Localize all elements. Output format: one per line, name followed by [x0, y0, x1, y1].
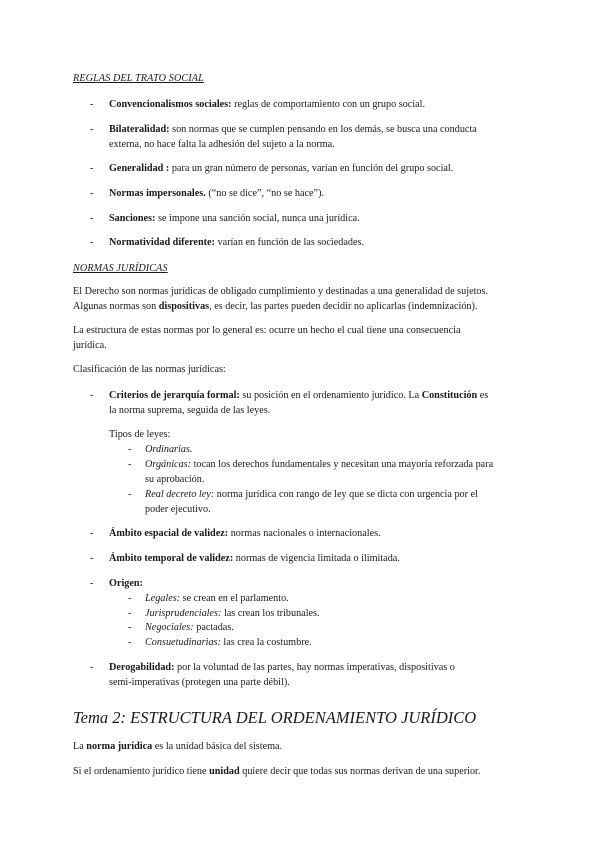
bullet: - — [128, 608, 132, 619]
item-term: Ordinarias. — [145, 444, 193, 455]
bullet: - — [90, 578, 94, 589]
item-text: las crea la costumbre. — [220, 637, 312, 648]
sub-list-item — [145, 457, 493, 472]
list-item — [109, 235, 364, 250]
item-term: Normatividad diferente: — [109, 237, 215, 248]
list-item — [109, 388, 488, 403]
bullet: - — [128, 444, 132, 455]
item-text: tocan los derechos fundamentales y necesitan una mayoría reforzada para — [191, 459, 494, 470]
bold-term: norma jurídica — [86, 741, 153, 752]
text-run: La — [73, 741, 87, 752]
item-text: pactadas. — [193, 622, 234, 633]
bullet: - — [90, 390, 94, 401]
item-text: por la voluntad de las partes, hay normas imperativas, dispositivas o — [174, 662, 455, 673]
item-term: Normas impersonales. — [109, 188, 206, 199]
paragraph — [73, 739, 282, 754]
bold-term: unidad — [209, 766, 240, 777]
item-term: Derogabilidad: — [109, 662, 175, 673]
bullet: - — [90, 528, 94, 539]
bullet: - — [128, 622, 132, 633]
list-item — [109, 660, 455, 675]
list-item-continuation: la norma suprema, seguida de las leyes. — [109, 405, 271, 416]
item-term: Legales: — [145, 593, 181, 604]
paragraph: El Derecho son normas jurídicas de obligado cumplimiento y destinadas a una generalidad de sujetos. — [73, 286, 489, 297]
bold-term: dispositivas — [158, 301, 210, 312]
bullet: - — [128, 459, 132, 470]
item-term: Jurisprudenciales: — [145, 608, 222, 619]
bullet: - — [128, 489, 132, 500]
item-text: normas de vigencia limitada o ilimitada. — [233, 553, 400, 564]
item-text: se crean en el parlamento. — [180, 593, 289, 604]
sub-label: Tipos de leyes: — [109, 429, 171, 440]
item-text: son normas que se cumplen pensando en los demás, se busca una conducta — [169, 124, 477, 135]
bullet: - — [90, 553, 94, 564]
item-term: Sanciones: — [109, 213, 156, 224]
sub-list-item — [145, 591, 289, 606]
text-run: su posición en el ordenamiento jurídico. La — [239, 390, 422, 401]
item-text: las crean los tribunales. — [221, 608, 320, 619]
sub-list-item — [145, 620, 234, 635]
item-text: norma jurídica con rango de ley que se dicta con urgencia por el — [214, 489, 478, 500]
bullet: - — [90, 99, 94, 110]
item-text: varían en función de las sociedades. — [214, 237, 364, 248]
item-term: Convencionalismos sociales: — [109, 99, 232, 110]
sub-list-item — [145, 606, 320, 621]
text-run: Si el ordenamiento jurídico tiene — [73, 766, 210, 777]
bullet: - — [90, 662, 94, 673]
item-text: para un gran número de personas, varían en función del grupo social. — [169, 163, 454, 174]
item-term: Origen: — [109, 578, 143, 589]
bullet: - — [90, 213, 94, 224]
item-term: Criterios de jerarquía formal: — [109, 390, 240, 401]
list-item — [109, 551, 400, 566]
list-item-continuation: semi-imperativas (protegen una parte débil). — [109, 677, 290, 688]
item-term: Bilateralidad: — [109, 124, 170, 135]
list-item — [109, 211, 360, 226]
item-text: se impone una sanción social, nunca una jurídica. — [155, 213, 360, 224]
paragraph: jurídica. — [73, 340, 107, 351]
bullet: - — [128, 637, 132, 648]
item-term: Orgánicas: — [145, 459, 192, 470]
item-term: Ámbito espacial de validez: — [109, 528, 229, 539]
list-item — [109, 526, 381, 541]
list-item-continuation: externa, no hace falta la adhesión del sujeto a la norma. — [109, 139, 335, 150]
item-text: reglas de comportamiento con un grupo social. — [231, 99, 426, 110]
item-term: Negociales: — [145, 622, 194, 633]
list-item — [109, 122, 477, 137]
item-term: Consuetudinarias: — [145, 637, 221, 648]
bullet: - — [90, 163, 94, 174]
paragraph: Clasificación de las normas jurídicas: — [73, 364, 226, 375]
bullet: - — [128, 593, 132, 604]
text-run: es la unidad básica del sistema. — [152, 741, 283, 752]
paragraph — [73, 299, 477, 314]
paragraph — [73, 764, 480, 779]
chapter-title: Tema 2: ESTRUCTURA DEL ORDENAMIENTO JURÍDICO — [73, 708, 477, 727]
item-term: Real decreto ley: — [145, 489, 215, 500]
item-text: (“no se dice”, “no se hace”). — [205, 188, 325, 199]
list-item — [109, 97, 425, 112]
bullet: - — [90, 188, 94, 199]
list-item — [109, 576, 143, 591]
item-term: Ámbito temporal de validez: — [109, 553, 234, 564]
sub-list-item — [145, 487, 478, 502]
section-heading-normas: NORMAS JURÍDICAS — [73, 263, 168, 274]
list-item — [109, 186, 324, 201]
text-run: es — [477, 390, 489, 401]
text-run: , es decir, las partes pueden decidir no aplicarlas (indemnización). — [209, 301, 478, 312]
paragraph: La estructura de estas normas por lo general es: ocurre un hecho el cual tiene una consecuencia — [73, 325, 461, 336]
section-heading-reglas: REGLAS DEL TRATO SOCIAL — [73, 73, 204, 84]
text-run: quiere decir que todas sus normas derivan de una superior. — [239, 766, 481, 777]
list-item — [109, 161, 453, 176]
sub-list-item — [145, 442, 192, 457]
bullet: - — [90, 237, 94, 248]
item-term: Generalidad : — [109, 163, 170, 174]
bullet: - — [90, 124, 94, 135]
sub-list-item-continuation: poder ejecutivo. — [145, 504, 211, 515]
bold-term: Constitución — [421, 390, 478, 401]
sub-list-item — [145, 635, 312, 650]
text-run: Algunas normas son — [73, 301, 159, 312]
item-text: normas nacionales o internacionales. — [228, 528, 381, 539]
sub-list-item-continuation: su aprobación. — [145, 474, 205, 485]
